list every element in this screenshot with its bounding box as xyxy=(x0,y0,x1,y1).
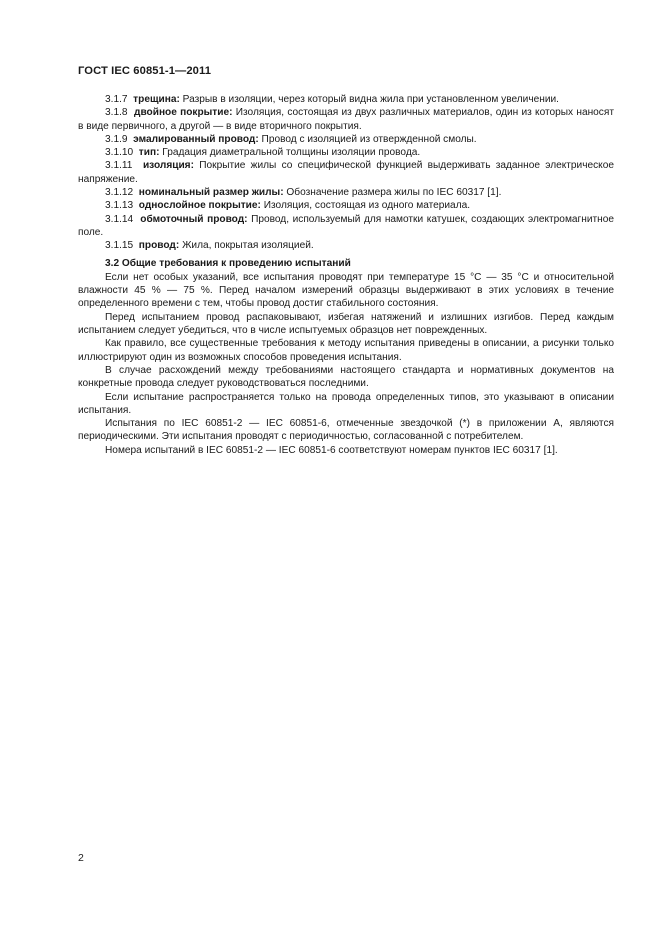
clause-number: 3.1.12 xyxy=(105,187,134,199)
definition-text: Разрыв в изоляции, через который видна жила при установленном увеличении. xyxy=(182,94,559,105)
page-number: 2 xyxy=(78,852,84,864)
definition-3-1-14 xyxy=(78,213,614,240)
definition-text: Провод с изоляцией из отвержденной смолы. xyxy=(261,133,477,145)
section-paragraph: Перед испытанием провод распаковывают, избегая натяжений и излишних изгибов. Перед каждым испытанием следует убедиться, что в числе испытуемых образцов нет поврежденных. xyxy=(78,311,614,337)
section-paragraph: В случае расхождений между требованиями настоящего стандарта и нормативных документов на конкретные провода следует руководствоваться последними. xyxy=(78,364,614,390)
definition-text: Градация диаметральной толщины изоляции провода. xyxy=(162,147,421,159)
definition-text: Обозначение размера жилы по IEC 60317 [1]. xyxy=(286,187,502,199)
definition-text: Провод, используемый для намотки катушек, создающих электромагнитное поле. xyxy=(78,213,614,238)
term: эмалированный провод: xyxy=(133,133,259,145)
clause-number: 3.1.10 xyxy=(105,147,134,159)
document-header: ГОСТ IEC 60851-1—2011 xyxy=(78,65,212,77)
term: двойное покрытие: xyxy=(134,107,233,119)
clause-number: 3.1.15 xyxy=(105,240,134,252)
clause-number: 3.1.7 xyxy=(105,94,128,105)
definition-3-1-12 xyxy=(78,186,614,199)
clause-number: 3.1.11 xyxy=(105,160,133,172)
term: провод: xyxy=(138,240,180,252)
section-heading: 3.2 Общие требования к проведению испытаний xyxy=(105,257,351,269)
term: изоляция: xyxy=(142,160,194,172)
section-paragraph: Номера испытаний в IEC 60851-2 — IEC 60851-6 соответствуют номерам пунктов IEC 60317 [1]. xyxy=(105,444,558,456)
clause-number: 3.1.8 xyxy=(105,107,128,119)
clause-number: 3.1.13 xyxy=(105,200,134,212)
term: обмоточный провод: xyxy=(140,213,248,225)
section-paragraph: Если нет особых указаний, все испытания проводят при температуре 15 °С — 35 °С и относительной влажности 45 % — 75 %. Перед началом измерений образцы выдерживают в этих условиях в течение определенного времени с тем, чтобы провод достиг стабильного состояния. xyxy=(78,271,614,310)
term: трещина: xyxy=(133,94,180,105)
term: номинальный размер жилы: xyxy=(138,187,284,199)
definition-text: Изоляция, состоящая из двух различных материалов, один из которых наносят в виде первичного, а другой — в виде вторичного покрытия. xyxy=(78,107,614,132)
definition-text: Изоляция, состоящая из одного материала. xyxy=(263,200,471,212)
definition-3-1-7 xyxy=(78,93,614,106)
term: однослойное покрытие: xyxy=(138,200,261,212)
definition-3-1-9 xyxy=(78,133,614,146)
clause-number: 3.1.14 xyxy=(105,213,134,225)
definition-3-1-15 xyxy=(78,239,614,252)
term: тип: xyxy=(138,147,160,159)
section-paragraph: Испытания по IEC 60851-2 — IEC 60851-6, отмеченные звездочкой (*) в приложении А, являются периодическими. Эти испытания проводят с периодичностью, согласованной с потребителем. xyxy=(78,418,614,443)
clause-number: 3.1.9 xyxy=(105,133,128,145)
definition-3-1-13 xyxy=(78,199,614,212)
definition-text: Покрытие жилы со специфической функцией выдерживать заданное электрическое напряжение. xyxy=(78,160,614,185)
definition-3-1-10 xyxy=(78,146,614,159)
section-paragraph: Как правило, все существенные требования к методу испытания приведены в описании, а рисунки только иллюстрируют один из возможных способов проведения испытания. xyxy=(78,338,614,363)
section-paragraph: Если испытание распространяется только на провода определенных типов, это указывают в описании испытания. xyxy=(78,391,614,416)
definition-text: Жила, покрытая изоляцией. xyxy=(182,240,314,252)
document-body xyxy=(78,93,614,457)
definition-3-1-11 xyxy=(78,159,614,186)
definition-3-1-8 xyxy=(78,106,614,133)
